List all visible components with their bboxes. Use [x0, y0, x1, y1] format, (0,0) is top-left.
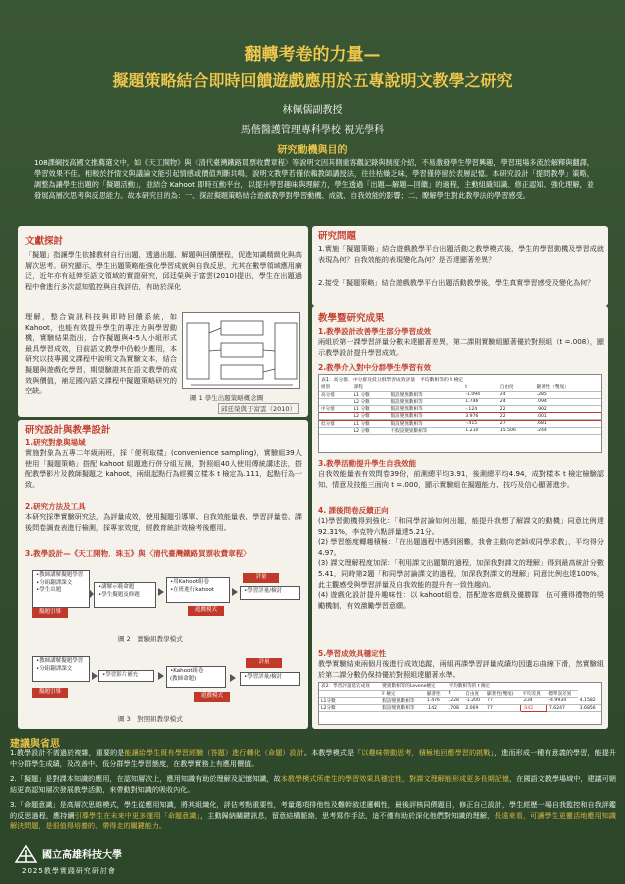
table-row [319, 398, 601, 405]
figure-1-caption: 圖 1 學生出題策略概念圖 [190, 394, 264, 402]
table-cell: 1.210 [463, 427, 498, 434]
table-cell: 顯著性(雙尾) [485, 690, 520, 697]
table-cell: -.124 [463, 406, 498, 413]
suggestion-3-text: 3.「命題意識」是高層次思維模式，學生從應用知識，將其組織化，評估考點重要性，考量選項排他性及難幹敘述邏輯性，最後評核同儕題目，修正自己設計，學生經歷一場自我監控和自我評鑑的反思過程，應持續 [10, 800, 616, 820]
table-cell: 24 [498, 398, 535, 405]
table-cell: 22 [498, 406, 535, 413]
suggestion-3-highlight: 引導學生在未來中更多運用「命題意識」 [74, 810, 201, 820]
table-row [319, 420, 601, 427]
design-panel [18, 420, 308, 729]
suggestion-2-text: ，在國語文教學場域中，建議可朝結更高認知層次發展教學活動，來帶動對知識的吸收內化。 [10, 774, 617, 794]
table-cell: -4.9934 [546, 697, 577, 704]
figure-2-caption: 圖 2 實驗組教學模式 [118, 635, 183, 643]
fig2-box-d [240, 586, 300, 600]
table-cell: L1 分數 [352, 406, 389, 413]
findings-panel [312, 306, 608, 729]
findings-f5-text: 教學實驗結束兩個月後進行成效追蹤，兩組再課學習評量成績均因遺忘曲線下滑，然實驗組於第二課分數仍保持優於對照組達顯著水準。 [318, 659, 604, 679]
fig2-b1: •講解示範命題 [98, 584, 135, 590]
fig2-a2: •分組翻譯課文 [36, 579, 73, 586]
table-cell: 1.476 [425, 697, 447, 704]
fig3-c2: (教師命題) [170, 675, 197, 682]
table-cell: 假設變異數相等 [389, 406, 464, 413]
table-cell: 平均差異 [520, 690, 546, 697]
table-cell: -.415 [463, 420, 498, 427]
figure-1-source: 邱廷榮與于富雲（2010） [218, 403, 299, 414]
questions-panel [312, 226, 608, 306]
literature-heading: 文獻探討 [25, 236, 64, 247]
table-cell: 自由度 [463, 690, 485, 697]
table-cell: 24 [498, 391, 535, 398]
fig2-box-b [94, 582, 156, 608]
suggestion-3-text: ，主動歸納關鍵訊息，留意結構脈絡，思考寫作手法，這不僅有助於深化他們對知識的理解， [200, 810, 495, 820]
table-cell: .902 [535, 406, 601, 413]
table-cell: .228 [447, 697, 463, 704]
table-cell: 顯著性 [425, 690, 447, 697]
t2-h1: 變異數相等的Levene檢定 [380, 683, 446, 690]
table-row [319, 705, 601, 712]
concept-diagram [183, 313, 301, 390]
motivation-heading: 研究動機與目的 [277, 145, 348, 156]
university-emblem-icon [14, 844, 38, 864]
fig3-b1: •學習影片補充 [102, 672, 139, 678]
table-cell: 假設變異數相等 [380, 705, 425, 712]
suggestion-2-text: 2.「擬題」是對課本知識的應用，在認知層次上，應用知識有助於理解及記憶知識，故 [10, 774, 281, 783]
table-cell: -1.200 [463, 697, 485, 704]
t1-h1: 課程 [352, 384, 389, 391]
t1-h3: t [463, 384, 498, 391]
findings-f3-title: 3.教學活動提升學生自我效能 [318, 459, 417, 468]
t1-h4: 自由度 [498, 384, 535, 391]
suggestion-1-highlight: 以趣味帶動思考，積極地回應學習的挑戰 [361, 748, 491, 757]
table-cell: 假設變異數相等 [389, 420, 464, 427]
table-cell: 27 [498, 420, 535, 427]
motivation-text: 108課綱技高國文推薦選文中，如《天工開物》與〈清代臺灣鐵路買票收費章程〉等說明文因其側重客觀記錄與制度介紹，不易激發學生學習興趣，學習現場多流於解釋與翻譯，學習效果不佳。相較於抒情文與議論文能引起情感或價值判斷共鳴，說明文教學若僅依賴教師講授法，往往枯燥乏味，學習僅停留於表層記憶。本研究設計「提問教學」策略，調整為讓學生出題的「擬題活動」，並結合 Kahoot 即時互動平台，以提升學習趣味與理解力，學生透過「出題—解題—回饋」的過程，主動組織知識、修正認知、強化理解，並發展高層次思考與反思能力。故本研究目的為：一、探討擬題策略結合遊戲教學對學習動機、成就、自我效能的影響；二、瞭解學生對此教學法的學習感受。 [34, 158, 594, 200]
findings-f1-text: 兩組於第一課學習評量分數未達顯著差異，第二課則實驗組顯著優於對照組（t =.008），顯示教學設計提升學習成效。 [318, 337, 604, 357]
table-row [319, 391, 601, 398]
t1-h2 [389, 384, 464, 391]
t2-title: 表2：學習評量延宕成效 [319, 683, 380, 690]
suggestion-3-highlight: 長遠來看，可讓學生更靈活地應用知識解決問題，是很值得培養的、帶得走的關鍵能力。 [10, 810, 617, 830]
design-s1-title: 1.研究對象與場域 [25, 438, 86, 447]
table-1 [318, 374, 602, 453]
table-cell: 3.976 [463, 413, 498, 420]
table-cell: .001 [535, 413, 601, 420]
list-item: (2) 學習態度轉趨積極：「在出題過程中遇到困難，我會主動向老師或同學求教」，平均得分4.97。 [318, 537, 604, 557]
design-s1-text: 實施對象為五專二年級兩班，採「便利取樣」(convenience sampling)，實驗組39人使用「擬題策略」搭配 kahoot 組題進行併分組互測，對照組40人使用傳統講述法，搭配教學影片及教師擬題之 kahoot，兩組起點行為經獨立樣本 t 檢定為.111，起點行為一致。 [25, 448, 302, 489]
table-cell: 假設變異數相等 [389, 413, 464, 420]
findings-f3-text: 自我效能量表有效問卷39份，前測總平均3.91，後測總平均4.94，成對樣本 t 檢定檢驗認知、情意及技能三面向 t =.000，顯示實驗組在擬題能力、技巧及信心顯著進步。 [318, 469, 604, 489]
table-cell: 假設變異數相等 [389, 398, 464, 405]
question-1: 1.實施「擬題策略」結合遊戲教學平台出題活動之教學模式後，學生的學習動機及學習成就表現為何？自我效能的表現變化為何？是否達顯著差異？ [318, 244, 604, 264]
table-2-grid [319, 683, 601, 712]
table-cell: 77 [485, 697, 520, 704]
fig2-tag-2: 遊戲模式 [188, 606, 224, 616]
literature-text-2: 理解，整合資訊科技與即時回饋系統，如 Kahoot，也能有效提升學生的專注力與學習動機，實驗結果指出，合作擬題與4-5人小組形式最具學習成效，目前語文教學中仍較少應用，本研究以技專國文課程中說明文為實驗文本，結合擬題與遊戲化學習，期望驗證其在語文教學的成效與價值，補足國內語文課程中擬題策略研究的空缺。 [25, 312, 177, 396]
t2-h3: 平均數相等的 t 檢定 [447, 683, 578, 690]
fig3-box-a [32, 656, 90, 682]
design-s2-text: 本研究採準實驗研究法，為評量成效，使用擬題引導單、自我效能量表、學習評量卷、課後問卷調查表進行檢測，採專家效度，經教育統計效檢考後應用。 [25, 512, 302, 532]
fig2-c1: •用Kahoot組卷 [170, 579, 209, 585]
findings-f4-list [318, 516, 604, 611]
suggestions-heading: 建議與省思 [10, 739, 60, 750]
suggestion-1-text: 」，進而形成一種有意義的學習，能提升中分群學生成績，及改善中、低分群學生學習態度，在教學實務上有應用價值。 [10, 748, 617, 768]
table-cell: L1 分數 [352, 420, 389, 427]
fig3-c1: •Kahoot組卷 [170, 668, 204, 674]
suggestion-3 [10, 800, 616, 832]
table-cell: 標準誤差異 [546, 690, 577, 697]
table-cell: t [447, 690, 463, 697]
table-cell: 假設變異數相等 [389, 391, 464, 398]
questions-heading: 研究問題 [318, 231, 357, 242]
table-cell: .094 [535, 398, 601, 405]
fig3-box-d [240, 672, 300, 686]
fig3-tag-1: 擬題引導 [32, 688, 68, 698]
design-heading: 研究設計與教學設計 [25, 425, 111, 436]
fig3-a1: •教師講解擬題學習 [36, 658, 84, 664]
author-affiliation: 馬偕醫護管理專科學校 視光學科 [240, 125, 385, 136]
figure-1-diagram [182, 312, 300, 389]
table-cell: .244 [535, 427, 601, 434]
table-cell: L2 分數 [352, 413, 389, 420]
table-1-title: 表1：高分群、中分群及低分群學習成效評量 平均數相等的 t 檢定 [321, 378, 464, 383]
table-cell [319, 398, 352, 405]
table-cell: .681 [535, 420, 601, 427]
table-cell [319, 690, 380, 697]
table-cell: 高分群 [319, 391, 352, 398]
list-item: (1)學習動機得到強化：「和同學討論如何出題，能提升我想了解課文的動機」同意比例達92.31%，李克特六點評量達5.21分。 [318, 516, 604, 536]
suggestion-2-highlight: 本教學模式所產生的學習效果具穩定性，對課文理解能形成更多長期記憶 [280, 774, 510, 783]
table-cell: F 檢定 [380, 690, 425, 697]
fig2-box-c [166, 577, 230, 603]
figure-3-caption: 圖 3 對照組教學模式 [118, 715, 183, 723]
table-cell: .285 [535, 391, 601, 398]
table-cell: .042 [520, 705, 546, 712]
conference-name: 2025教學實踐研究研討會 [22, 867, 116, 875]
table-cell: L1分數 [319, 697, 380, 704]
design-s2-title: 2.研究方法及工具 [25, 502, 86, 511]
t1-h0: 組別 [319, 384, 352, 391]
table-cell: 不假設變異數相等 [389, 427, 464, 434]
fig3-tag-2: 遊戲模式 [194, 692, 230, 702]
table-cell: 15.506 [498, 427, 535, 434]
findings-heading: 教學暨研究成果 [318, 313, 385, 324]
fig2-d2: •學習評量/檢討 [244, 588, 283, 594]
findings-f1-title: 1.教學設計改善學生部分學習成效 [318, 327, 432, 336]
fig3-a2: •分組翻譯課文 [36, 665, 73, 672]
table-cell: .708 [447, 705, 463, 712]
table-row [319, 697, 601, 704]
table-cell: 22 [498, 413, 535, 420]
literature-text-1: 「擬題」指讓學生依據教材自行出題，透過出題、解題與回饋歷程，促進知識精緻化與高層次思考。研究顯示，學生出題策略能強化學習成就與自我反思，尤其在數學領域應用廣泛，近年亦有延伸至語文領域的實證研究，邱廷榮與于富雲(2010)提出，學生在出題過程中會進行多次認知監控與自我評估，有助於深化 [25, 250, 302, 291]
fig2-b2: •學生擬題及修題 [98, 591, 140, 598]
findings-f2-title: 2.教學介入對中分群學生學習有效 [318, 363, 432, 372]
table-cell: .234 [520, 697, 546, 704]
poster-title: 翻轉考卷的力量— [244, 45, 381, 65]
suggestion-2 [10, 774, 616, 795]
fig2-box-a [32, 570, 90, 608]
table-cell: L2 分數 [352, 398, 389, 405]
fig3-d1: 評量 [246, 658, 282, 668]
fig2-a3: •學生出題 [36, 587, 62, 593]
table-cell: L1 分數 [352, 391, 389, 398]
table-1-grid [319, 384, 601, 435]
poster-subtitle: 擬題策略結合即時回饋遊戲應用於五專說明文教學之研究 [112, 71, 513, 90]
findings-f5-title: 5.學習成效具穩定性 [318, 649, 387, 658]
table-cell: 2.069 [463, 705, 485, 712]
fig3-d2: •學習評量/檢討 [244, 674, 283, 680]
t1-h5: 顯著性（雙尾） [535, 384, 601, 391]
list-item: (3) 課文理解程度加深：「利用課文出題類的過程，加深我對課文的理解」得到最高統計分數5.41，同時第2題「和同學討論課文的過程，加深我對課文的理解」同意比例也達100%，此主觀感受與學習評量及自我效能的提升有一致性趨向。 [318, 558, 604, 589]
university-name: 國立高雄科技大學 [42, 850, 122, 861]
literature-panel [18, 226, 308, 417]
table-row-highlighted [319, 413, 601, 420]
table-cell: 假設變異數相等 [380, 697, 425, 704]
fig2-c2: •在班進行kahoot [170, 586, 215, 593]
design-s3-title: 3.教學設計—《天工開物．珠玉》與〈清代臺灣鐵路買票收費章程〉 [25, 549, 251, 558]
table-cell: L2分數 [319, 705, 380, 712]
author-name: 林佩儒副教授 [282, 105, 343, 116]
table-cell: 77 [485, 705, 520, 712]
table-row [319, 406, 601, 413]
fig2-a1: •教師講解擬題學習 [36, 572, 84, 578]
table-cell: 低分群 [319, 420, 352, 427]
findings-f4-title: 4. 課後問卷反饋正向 [318, 506, 389, 515]
fig3-box-c [166, 666, 226, 688]
table-cell: 4.1582 [578, 697, 601, 704]
table-cell: .142 [425, 705, 447, 712]
table-cell: 1.746 [463, 398, 498, 405]
suggestion-1-highlight: 能讓給學生既有學習經驗（答題）進行轉化（命題）設計 [124, 748, 304, 757]
fig3-box-b [98, 670, 154, 682]
suggestion-1-text: 1.教學設計不需過於複雜，重要的是 [10, 748, 125, 757]
table-cell: 7.6247 [546, 705, 577, 712]
table-cell: L2 分數 [352, 427, 389, 434]
table-cell: -1.094 [463, 391, 498, 398]
table-cell: 3.6856 [578, 705, 601, 712]
table-cell [319, 413, 352, 420]
question-2: 2.接受「擬題策略」結合遊戲教學平台出題活動教學後，學生真實學習感受及變化為何？ [318, 278, 595, 287]
list-item: (4) 遊戲化設計提升趣味性：以 kahoot組卷，搭配遊客遊戲及優勝隊 伍可獲得禮物的獎勵機制，有效激勵學習意願。 [318, 590, 604, 610]
suggestion-1-text: 。本教學模式是「 [303, 748, 362, 757]
fig2-d1: 評量 [243, 573, 279, 583]
fig2-tag-1: 擬題引導 [32, 608, 68, 618]
table-cell: 中分群 [319, 406, 352, 413]
suggestion-1 [10, 748, 616, 769]
table-cell [319, 427, 352, 434]
table-row [319, 427, 601, 434]
table-2 [318, 682, 602, 725]
